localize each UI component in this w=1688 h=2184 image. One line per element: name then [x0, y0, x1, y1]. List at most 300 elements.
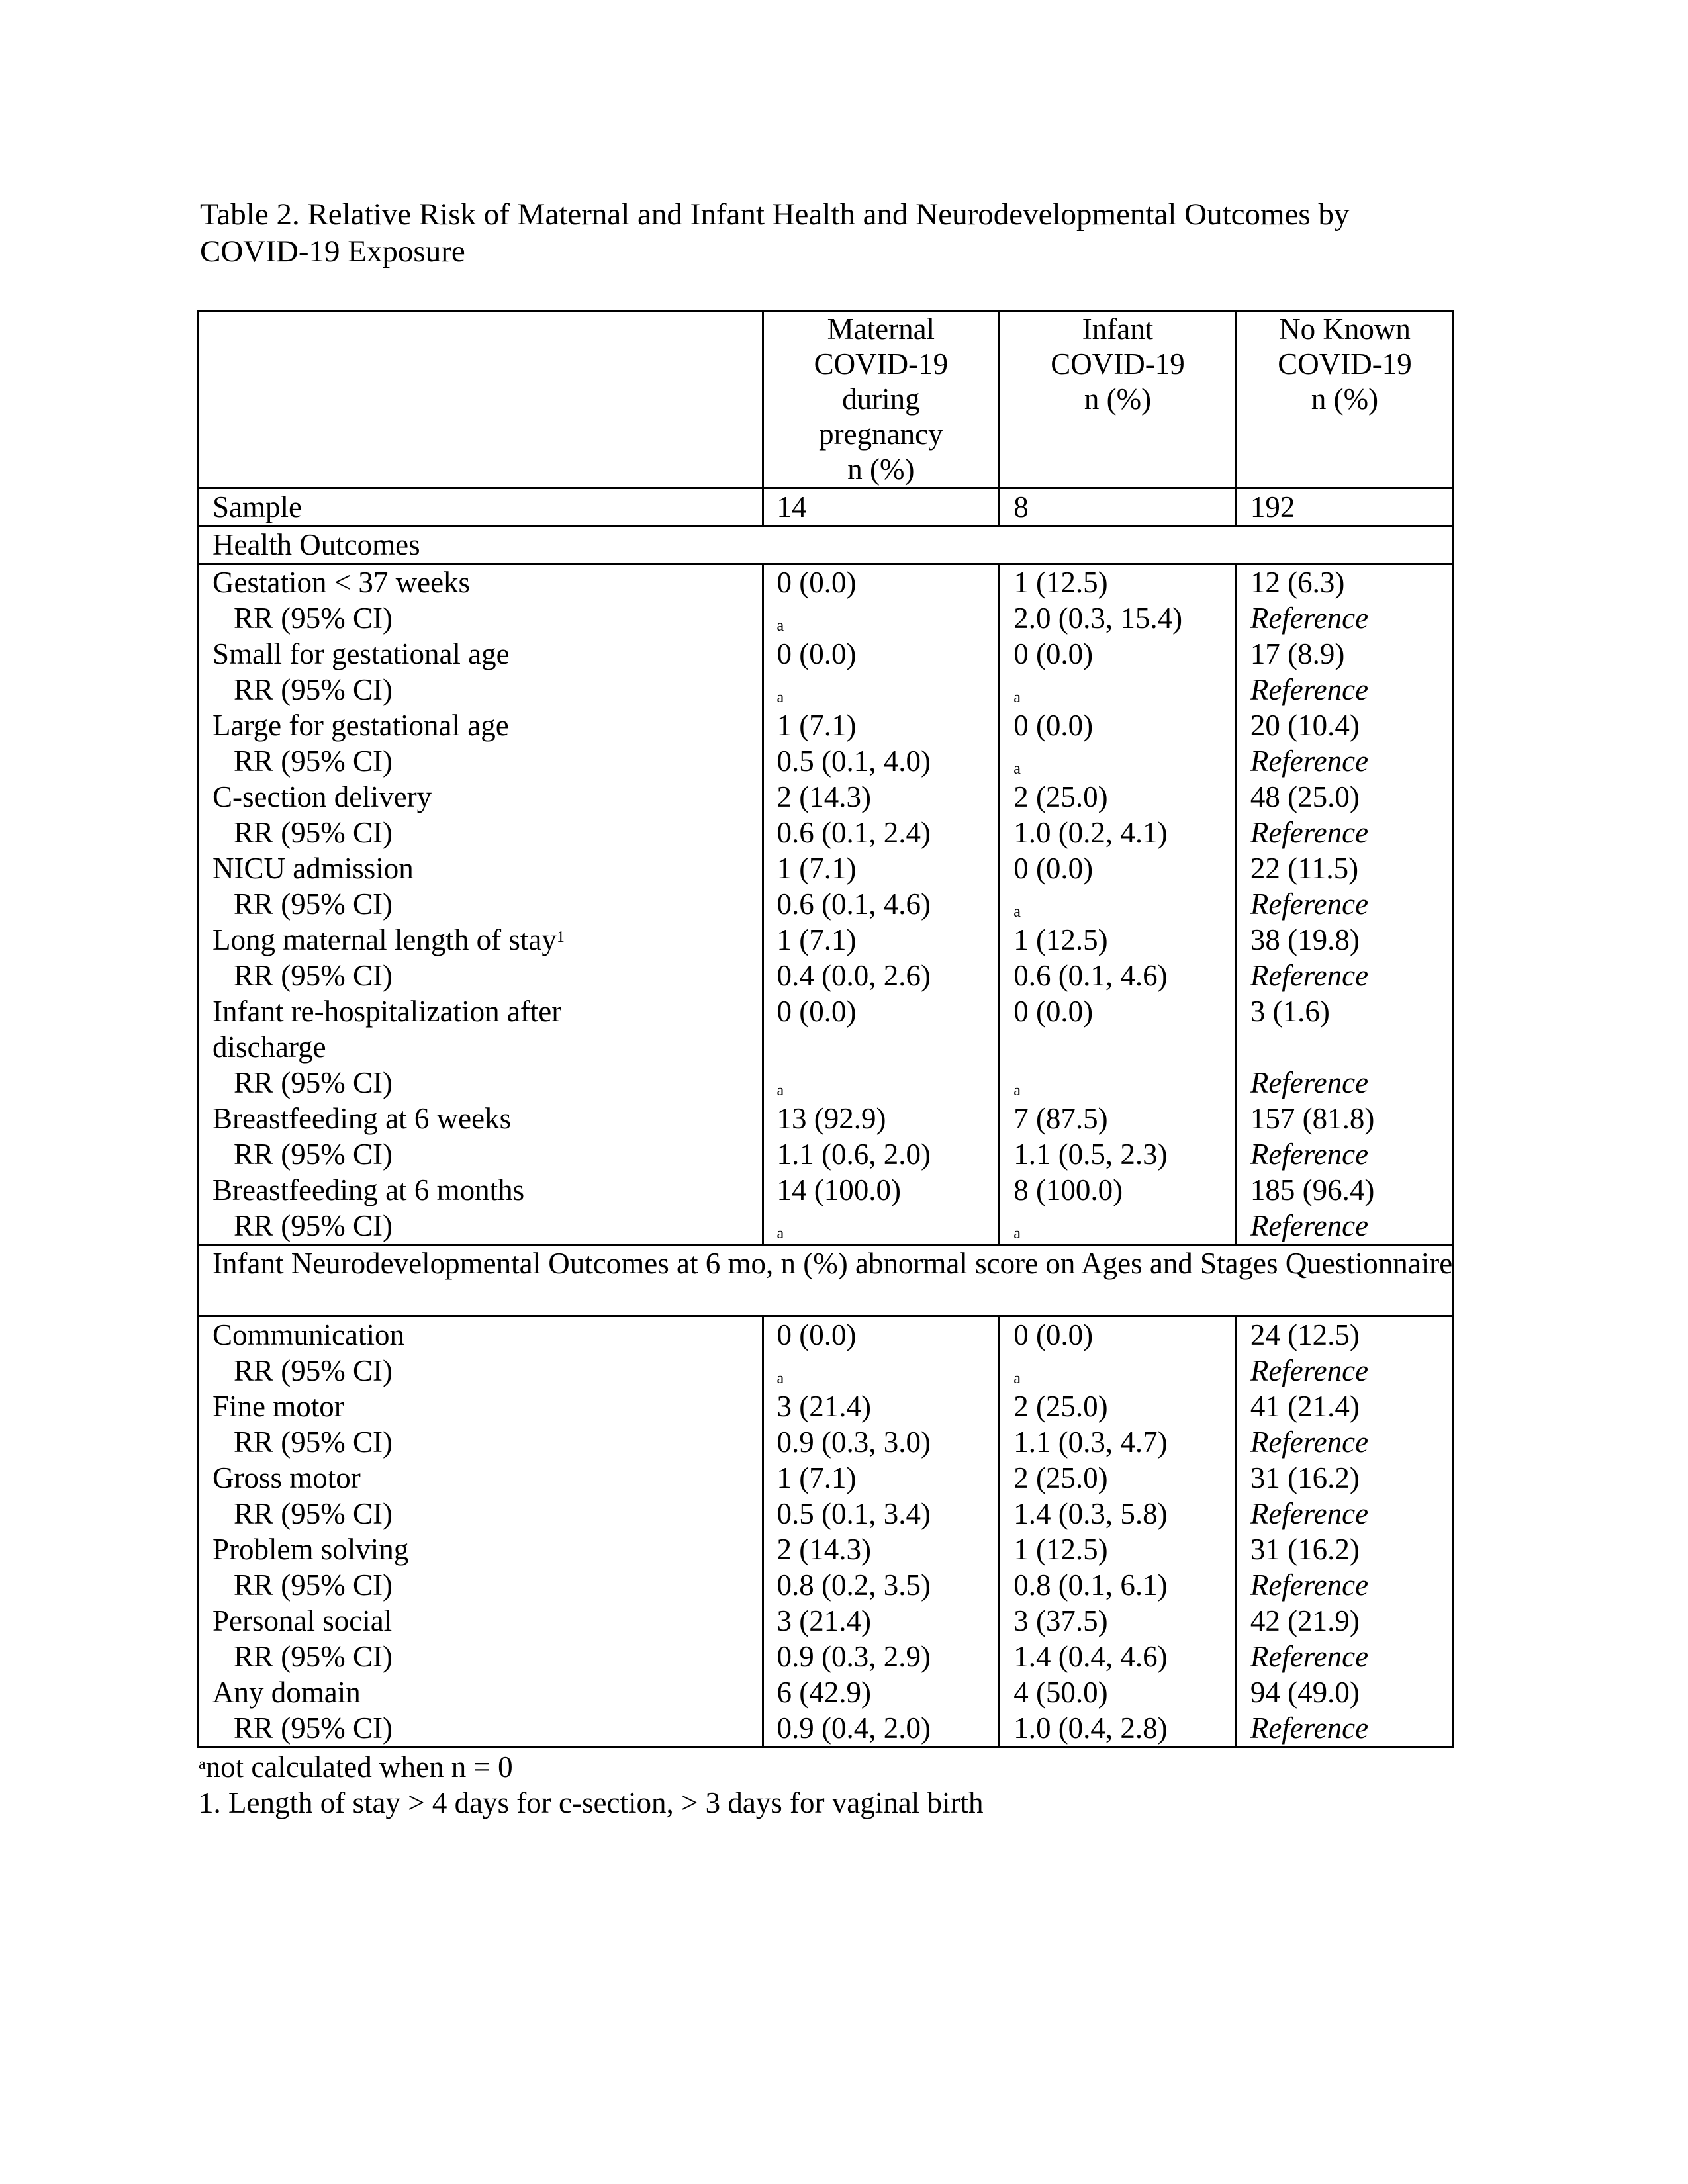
- row-label: [199, 564, 763, 601]
- cell-value: 7 (87.5): [1013, 1102, 1108, 1135]
- cell-value: Reference: [1250, 673, 1369, 706]
- row-label-text: Breastfeeding at 6 months: [212, 1173, 525, 1206]
- cell-value: 1 (12.5): [1013, 1533, 1108, 1566]
- column-header-line: COVID-19: [1278, 347, 1412, 381]
- table-cell: [763, 850, 1000, 886]
- table-cell: [1236, 600, 1453, 636]
- table-cell: [1236, 1208, 1453, 1245]
- row-label-text: RR (95% CI): [234, 1354, 393, 1387]
- rr-row: [199, 672, 1454, 707]
- rr-row: [199, 1424, 1454, 1460]
- cell-value: 14 (100.0): [776, 1173, 902, 1206]
- table-cell: [1236, 779, 1453, 815]
- header-corner: [199, 311, 763, 488]
- cell-value: a: [1013, 689, 1021, 706]
- row-label: [199, 1388, 763, 1424]
- cell-value: 185 (96.4): [1250, 1173, 1375, 1206]
- row-label-text: Small for gestational age: [212, 637, 510, 670]
- cell-value: 1.4 (0.4, 4.6): [1013, 1640, 1168, 1673]
- cell-value: 0.6 (0.1, 2.4): [776, 816, 931, 849]
- column-header: [1236, 311, 1453, 488]
- cell-value: 3 (21.4): [776, 1604, 872, 1637]
- table-cell: [1000, 1710, 1237, 1747]
- row-label: [199, 922, 763, 958]
- cell-value: 1.1 (0.5, 2.3): [1013, 1138, 1168, 1171]
- cell-value: 22 (11.5): [1250, 852, 1359, 885]
- cell-value: Reference: [1250, 1426, 1369, 1459]
- table-cell: [1000, 815, 1237, 850]
- cell-value: Reference: [1250, 745, 1369, 778]
- cell-value: 1 (7.1): [776, 1461, 857, 1494]
- cell-value: Reference: [1250, 1209, 1369, 1242]
- table-cell: [1000, 1172, 1237, 1208]
- table-cell: [763, 707, 1000, 743]
- table-cell: [763, 600, 1000, 636]
- row-label: [199, 1460, 763, 1496]
- table-title: Table 2. Relative Risk of Maternal and Infant Health and Neurodevelopmental Outcomes by COVID-19 Exposure: [200, 197, 1350, 269]
- cell-value: 0.6 (0.1, 4.6): [1013, 959, 1168, 992]
- cell-value: 2 (25.0): [1013, 780, 1108, 813]
- table-cell: [1000, 488, 1237, 526]
- table-cell: [1000, 564, 1237, 601]
- table-cell: [1000, 1674, 1237, 1710]
- table-cell: [763, 564, 1000, 601]
- cell-value: 24 (12.5): [1250, 1318, 1360, 1351]
- cell-value: 14: [776, 490, 807, 523]
- cell-value: 1.0 (0.4, 2.8): [1013, 1711, 1168, 1745]
- table-cell: [1236, 1531, 1453, 1567]
- row-label: [199, 1567, 763, 1603]
- cell-value: Reference: [1250, 816, 1369, 849]
- row-label-text: RR (95% CI): [234, 1426, 393, 1459]
- row-label: [199, 1639, 763, 1674]
- cell-value: 0.9 (0.3, 2.9): [776, 1640, 931, 1673]
- table-cell: [1000, 1531, 1237, 1567]
- cell-value: a: [776, 689, 784, 706]
- rr-row: [199, 1567, 1454, 1603]
- row-label: [199, 779, 763, 815]
- table-row: [199, 993, 1454, 1065]
- cell-value: 31 (16.2): [1250, 1461, 1360, 1494]
- cell-value: 12 (6.3): [1250, 566, 1345, 599]
- table-row: [199, 1388, 1454, 1424]
- row-label: [199, 958, 763, 993]
- cell-value: 1.1 (0.6, 2.0): [776, 1138, 931, 1171]
- cell-value: 0 (0.0): [1013, 995, 1094, 1028]
- rr-row: [199, 1136, 1454, 1172]
- cell-value: 0.8 (0.2, 3.5): [776, 1569, 931, 1602]
- table-cell: [1236, 672, 1453, 707]
- row-label-text: RR (95% CI): [234, 1711, 393, 1745]
- table-row: [199, 1531, 1454, 1567]
- cell-value: 42 (21.9): [1250, 1604, 1360, 1637]
- cell-value: 0.8 (0.1, 6.1): [1013, 1569, 1168, 1602]
- row-label: [199, 707, 763, 743]
- row-label: [199, 850, 763, 886]
- row-label: [199, 1172, 763, 1208]
- rr-row: [199, 1496, 1454, 1531]
- row-label-text: RR (95% CI): [234, 745, 393, 778]
- table-row: [199, 922, 1454, 958]
- section-label: Infant Neurodevelopmental Outcomes at 6 mo, n (%) abnormal score on Ages and Stages Questionnaire: [199, 1245, 1454, 1316]
- table-cell: [763, 1101, 1000, 1136]
- cell-value: a: [776, 1225, 784, 1242]
- table-cell: [763, 1674, 1000, 1710]
- table-row: [199, 1101, 1454, 1136]
- row-label: [199, 488, 763, 526]
- table-row: [199, 1674, 1454, 1710]
- table-cell: [1236, 1567, 1453, 1603]
- cell-value: 0 (0.0): [776, 995, 857, 1028]
- row-label: [199, 815, 763, 850]
- table-cell: [1000, 1603, 1237, 1639]
- table-cell: [1000, 1388, 1237, 1424]
- row-label-text: Any domain: [212, 1676, 361, 1709]
- row-label-text: Gestation < 37 weeks: [212, 566, 471, 599]
- row-label-text: Infant re-hospitalization after discharge: [212, 995, 562, 1064]
- table-cell: [1000, 1101, 1237, 1136]
- cell-value: Reference: [1250, 1711, 1369, 1745]
- column-header-line: No Known: [1279, 312, 1411, 345]
- table-cell: [1000, 958, 1237, 993]
- table-cell: [763, 1639, 1000, 1674]
- table-cell: [1000, 1065, 1237, 1101]
- row-label-text: RR (95% CI): [234, 1497, 393, 1530]
- table-cell: [763, 1316, 1000, 1353]
- row-label: [199, 1531, 763, 1567]
- cell-value: Reference: [1250, 1354, 1369, 1387]
- table-cell: [1236, 636, 1453, 672]
- row-label-text: RR (95% CI): [234, 602, 393, 635]
- cell-value: 0 (0.0): [776, 1318, 857, 1351]
- row-label: [199, 1316, 763, 1353]
- cell-value: 3 (21.4): [776, 1390, 872, 1423]
- table-cell: [1000, 1639, 1237, 1674]
- table-cell: [1236, 886, 1453, 922]
- column-header: [1000, 311, 1237, 488]
- row-label-text: RR (95% CI): [234, 1569, 393, 1602]
- table-cell: [1000, 636, 1237, 672]
- table-cell: [1236, 1172, 1453, 1208]
- table-body: [199, 311, 1454, 1747]
- table-cell: [763, 1065, 1000, 1101]
- table-cell: [1236, 1424, 1453, 1460]
- cell-value: 1.0 (0.2, 4.1): [1013, 816, 1168, 849]
- table-cell: [1236, 1496, 1453, 1531]
- row-label: [199, 1424, 763, 1460]
- cell-value: 1 (12.5): [1013, 923, 1108, 956]
- cell-value: Reference: [1250, 1569, 1369, 1602]
- cell-value: 4 (50.0): [1013, 1676, 1108, 1709]
- table-cell: [763, 993, 1000, 1065]
- cell-value: 192: [1250, 490, 1295, 523]
- rr-row: [199, 958, 1454, 993]
- table-row: [199, 1603, 1454, 1639]
- row-label-text: Fine motor: [212, 1390, 344, 1423]
- cell-value: a: [776, 617, 784, 635]
- row-label-text: Problem solving: [212, 1533, 409, 1566]
- row-label-text: RR (95% CI): [234, 816, 393, 849]
- cell-value: 8: [1013, 490, 1029, 523]
- row-label-text: RR (95% CI): [234, 959, 393, 992]
- table-cell: [1236, 1316, 1453, 1353]
- table-row: [199, 779, 1454, 815]
- table-row: [199, 1460, 1454, 1496]
- rr-row: [199, 1710, 1454, 1747]
- table-cell: [763, 1531, 1000, 1567]
- row-label-text: Communication: [212, 1318, 404, 1351]
- table-cell: [763, 1710, 1000, 1747]
- cell-value: 0.5 (0.1, 3.4): [776, 1497, 931, 1530]
- row-label: [199, 600, 763, 636]
- cell-value: a: [1013, 1082, 1021, 1099]
- table-cell: [763, 1388, 1000, 1424]
- cell-value: Reference: [1250, 887, 1369, 921]
- table-cell: [1236, 1710, 1453, 1747]
- table-cell: [1000, 1208, 1237, 1245]
- table-cell: [763, 779, 1000, 815]
- cell-value: 94 (49.0): [1250, 1676, 1360, 1709]
- cell-value: 48 (25.0): [1250, 780, 1360, 813]
- table-cell: [1000, 886, 1237, 922]
- table-cell: [763, 922, 1000, 958]
- table-cell: [1236, 1353, 1453, 1388]
- cell-value: 0 (0.0): [1013, 637, 1094, 670]
- row-label: [199, 1710, 763, 1747]
- row-label-text: RR (95% CI): [234, 1209, 393, 1242]
- row-label: [199, 672, 763, 707]
- cell-value: 41 (21.4): [1250, 1390, 1360, 1423]
- table-row: [199, 636, 1454, 672]
- footnote-mark: a: [199, 1756, 206, 1773]
- table-cell: [1236, 743, 1453, 779]
- cell-value: a: [1013, 1370, 1021, 1387]
- table-cell: [763, 1567, 1000, 1603]
- table-row: [199, 1172, 1454, 1208]
- cell-value: a: [1013, 1225, 1021, 1242]
- table-cell: [763, 672, 1000, 707]
- rr-row: [199, 1208, 1454, 1245]
- cell-value: a: [776, 1370, 784, 1387]
- row-label-text: RR (95% CI): [234, 1640, 393, 1673]
- cell-value: 2 (14.3): [776, 1533, 872, 1566]
- table-cell: [763, 743, 1000, 779]
- cell-value: a: [776, 1082, 784, 1099]
- table-cell: [1000, 922, 1237, 958]
- row-label-text: RR (95% CI): [234, 673, 393, 706]
- section-row: [199, 526, 1454, 564]
- table-cell: [1000, 850, 1237, 886]
- table-cell: [763, 886, 1000, 922]
- table-cell: [1236, 1603, 1453, 1639]
- rr-row: [199, 886, 1454, 922]
- table-cell: [1000, 779, 1237, 815]
- table-row: [199, 488, 1454, 526]
- row-label: [199, 1208, 763, 1245]
- cell-value: 0 (0.0): [1013, 709, 1094, 742]
- cell-value: 0 (0.0): [776, 566, 857, 599]
- table-cell: [763, 1496, 1000, 1531]
- table-cell: [1236, 1639, 1453, 1674]
- footnote-text: 1. Length of stay > 4 days for c-section, > 3 days for vaginal birth: [199, 1786, 984, 1819]
- row-label: [199, 1353, 763, 1388]
- table-cell: [1236, 1674, 1453, 1710]
- row-label: [199, 636, 763, 672]
- rr-row: [199, 815, 1454, 850]
- row-label-text: Large for gestational age: [212, 709, 509, 742]
- cell-value: Reference: [1250, 1497, 1369, 1530]
- column-header-line: n (%): [847, 453, 915, 486]
- row-label-text: Gross motor: [212, 1461, 361, 1494]
- row-label-text: Personal social: [212, 1604, 393, 1637]
- cell-value: 31 (16.2): [1250, 1533, 1360, 1566]
- table-cell: [1236, 1136, 1453, 1172]
- footnote: [199, 1749, 513, 1785]
- cell-value: 6 (42.9): [776, 1676, 872, 1709]
- table-cell: [1000, 672, 1237, 707]
- cell-value: a: [1013, 903, 1021, 921]
- row-label: [199, 1603, 763, 1639]
- table-cell: [1000, 1316, 1237, 1353]
- table-row: [199, 850, 1454, 886]
- table-cell: [1236, 707, 1453, 743]
- cell-value: Reference: [1250, 1640, 1369, 1673]
- table-row: [199, 564, 1454, 601]
- table-cell: [763, 815, 1000, 850]
- column-header-line: pregnancy: [819, 418, 943, 451]
- cell-value: 38 (19.8): [1250, 923, 1360, 956]
- cell-value: 0.9 (0.4, 2.0): [776, 1711, 931, 1745]
- table-cell: [1000, 743, 1237, 779]
- table-cell: [763, 1172, 1000, 1208]
- cell-value: 0.6 (0.1, 4.6): [776, 887, 931, 921]
- table-cell: [1000, 1136, 1237, 1172]
- table-cell: [763, 1208, 1000, 1245]
- row-label: [199, 1496, 763, 1531]
- section-row: [199, 1245, 1454, 1316]
- cell-value: 1 (12.5): [1013, 566, 1108, 599]
- rr-row: [199, 1353, 1454, 1388]
- cell-value: Reference: [1250, 959, 1369, 992]
- table-cell: [763, 488, 1000, 526]
- rr-row: [199, 743, 1454, 779]
- column-header-line: Maternal: [827, 312, 935, 345]
- table-cell: [1236, 993, 1453, 1065]
- row-label: [199, 1101, 763, 1136]
- row-label: [199, 1136, 763, 1172]
- cell-value: 0.5 (0.1, 4.0): [776, 745, 931, 778]
- table-row: [199, 1316, 1454, 1353]
- table-cell: [1000, 1353, 1237, 1388]
- cell-value: 17 (8.9): [1250, 637, 1345, 670]
- cell-value: 8 (100.0): [1013, 1173, 1123, 1206]
- table-cell: [1236, 922, 1453, 958]
- cell-value: 0.4 (0.0, 2.6): [776, 959, 931, 992]
- cell-value: 2.0 (0.3, 15.4): [1013, 602, 1183, 635]
- cell-value: 1 (7.1): [776, 709, 857, 742]
- column-header-line: COVID-19: [814, 347, 949, 381]
- table-cell: [763, 1353, 1000, 1388]
- table-cell: [1236, 1101, 1453, 1136]
- cell-value: Reference: [1250, 1066, 1369, 1099]
- cell-value: 2 (14.3): [776, 780, 872, 813]
- rr-row: [199, 1639, 1454, 1674]
- cell-value: 157 (81.8): [1250, 1102, 1375, 1135]
- footnote-text: not calculated when n = 0: [205, 1751, 513, 1784]
- table-cell: [1000, 600, 1237, 636]
- row-label-text: NICU admission: [212, 852, 414, 885]
- cell-value: 0 (0.0): [1013, 1318, 1094, 1351]
- column-header: [763, 311, 1000, 488]
- table-cell: [1236, 815, 1453, 850]
- cell-value: Reference: [1250, 1138, 1369, 1171]
- cell-value: 0 (0.0): [776, 637, 857, 670]
- table-cell: [1236, 958, 1453, 993]
- table-cell: [1000, 993, 1237, 1065]
- row-label-text: RR (95% CI): [234, 887, 393, 921]
- row-label-text: Long maternal length of stay: [212, 923, 557, 956]
- table-cell: [763, 958, 1000, 993]
- row-label: [199, 993, 763, 1065]
- footnote-ref: 1: [556, 929, 565, 946]
- table-cell: [1000, 1424, 1237, 1460]
- table-cell: [1000, 1567, 1237, 1603]
- table-cell: [1000, 707, 1237, 743]
- row-label-text: RR (95% CI): [234, 1138, 393, 1171]
- cell-value: 2 (25.0): [1013, 1461, 1108, 1494]
- row-label-text: Breastfeeding at 6 weeks: [212, 1102, 512, 1135]
- column-header-line: COVID-19: [1051, 347, 1185, 381]
- cell-value: 1 (7.1): [776, 852, 857, 885]
- cell-value: 3 (37.5): [1013, 1604, 1108, 1637]
- cell-value: 0 (0.0): [1013, 852, 1094, 885]
- cell-value: 0.9 (0.3, 3.0): [776, 1426, 931, 1459]
- results-table: [197, 310, 1454, 1748]
- table-cell: [1000, 1496, 1237, 1531]
- cell-value: 2 (25.0): [1013, 1390, 1108, 1423]
- table-row: [199, 707, 1454, 743]
- footnote: [199, 1785, 983, 1821]
- row-label: [199, 743, 763, 779]
- table-cell: [1236, 564, 1453, 601]
- rr-row: [199, 1065, 1454, 1101]
- table-cell: [763, 1136, 1000, 1172]
- cell-value: 20 (10.4): [1250, 709, 1360, 742]
- table-cell: [1236, 850, 1453, 886]
- row-label-text: C-section delivery: [212, 780, 432, 813]
- table-cell: [763, 1603, 1000, 1639]
- table-cell: [1236, 488, 1453, 526]
- column-header-line: Infant: [1082, 312, 1154, 345]
- cell-value: 1.4 (0.3, 5.8): [1013, 1497, 1168, 1530]
- cell-value: 13 (92.9): [776, 1102, 886, 1135]
- row-label-text: Sample: [212, 490, 302, 523]
- cell-value: Reference: [1250, 602, 1369, 635]
- table-cell: [763, 636, 1000, 672]
- table-cell: [1236, 1388, 1453, 1424]
- cell-value: 1 (7.1): [776, 923, 857, 956]
- column-header-line: during: [842, 383, 920, 416]
- cell-value: 1.1 (0.3, 4.7): [1013, 1426, 1168, 1459]
- column-header-line: n (%): [1311, 383, 1379, 416]
- column-header-line: n (%): [1084, 383, 1152, 416]
- row-label: [199, 1674, 763, 1710]
- table-cell: [1236, 1460, 1453, 1496]
- table-cell: [1236, 1065, 1453, 1101]
- row-label: [199, 886, 763, 922]
- table-cell: [763, 1460, 1000, 1496]
- table-cell: [1000, 1460, 1237, 1496]
